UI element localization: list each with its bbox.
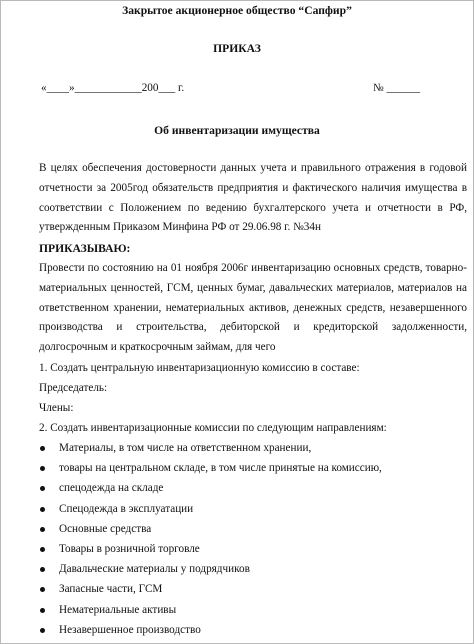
bullet-icon <box>40 486 45 491</box>
list-item: Давальческие материалы у подрядчиков <box>39 560 382 580</box>
bullet-icon <box>40 507 45 512</box>
commission-directions-list <box>39 439 382 641</box>
item-2: 2. Создать инвентаризационные комиссии по следующим направлениям: <box>39 422 387 434</box>
list-item: спецодежда на складе <box>39 479 382 499</box>
number-line: № ______ <box>373 82 421 94</box>
date-line: «____»____________200___ г. <box>41 82 185 94</box>
inventory-paragraph <box>39 259 467 358</box>
bullet-icon <box>40 446 45 451</box>
bullet-icon <box>40 547 45 552</box>
list-item: Спецодежда в эксплуатации <box>39 500 382 520</box>
bullet-icon <box>40 567 45 572</box>
members-label: Члены: <box>39 402 74 414</box>
bullet-icon <box>40 608 45 613</box>
list-item: Основные средства <box>39 520 382 540</box>
bullet-icon <box>40 466 45 471</box>
list-item: товары на центральном складе, в том числе принятые на комиссию, <box>39 459 382 479</box>
bullet-icon <box>40 527 45 532</box>
item-1: 1. Создать центральную инвентаризационную комиссию в составе: <box>39 362 360 374</box>
company-name: Закрытое акционерное общество “Сапфир” <box>122 4 352 17</box>
list-item: Нематериальные активы <box>39 601 382 621</box>
list-item: Незавершенное производство <box>39 621 382 641</box>
preamble-text: В целях обеспечения достоверности данных учета и правильного отражения в годовой отчетности за 2005год обязательств предприятия и фактического наличия имущества в соответствии с Положением по ведению бухгалтерского учета и отчетности в РФ, утвержденным Приказом Минфина РФ от 29.06.98 г. №34н <box>39 162 467 234</box>
list-item: Товары в розничной торговле <box>39 540 382 560</box>
chairman-label: Председатель: <box>39 382 108 394</box>
order-subject: Об инвентаризации имущества <box>154 124 320 137</box>
inventory-text: Провести по состоянию на 01 ноября 2006г инвентаризацию основных средств, товарно-материальных ценностей, ГСМ, ценных бумаг, давальческих материалов, материалов на ответственном хранении, нематериальных активов, денежных средств, незавершенного производства и строительства, дебиторской и кредиторской задолженности, долгосрочным и краткосрочным займам, для чего <box>39 262 467 354</box>
bullet-icon <box>40 587 45 592</box>
bullet-icon <box>40 628 45 633</box>
preamble-paragraph <box>39 159 467 238</box>
order-word: ПРИКАЗЫВАЮ: <box>39 242 131 255</box>
list-item: Запасные части, ГСМ <box>39 580 382 600</box>
document-title: ПРИКАЗ <box>213 42 261 55</box>
list-item: Материалы, в том числе на ответственном хранении, <box>39 439 382 459</box>
